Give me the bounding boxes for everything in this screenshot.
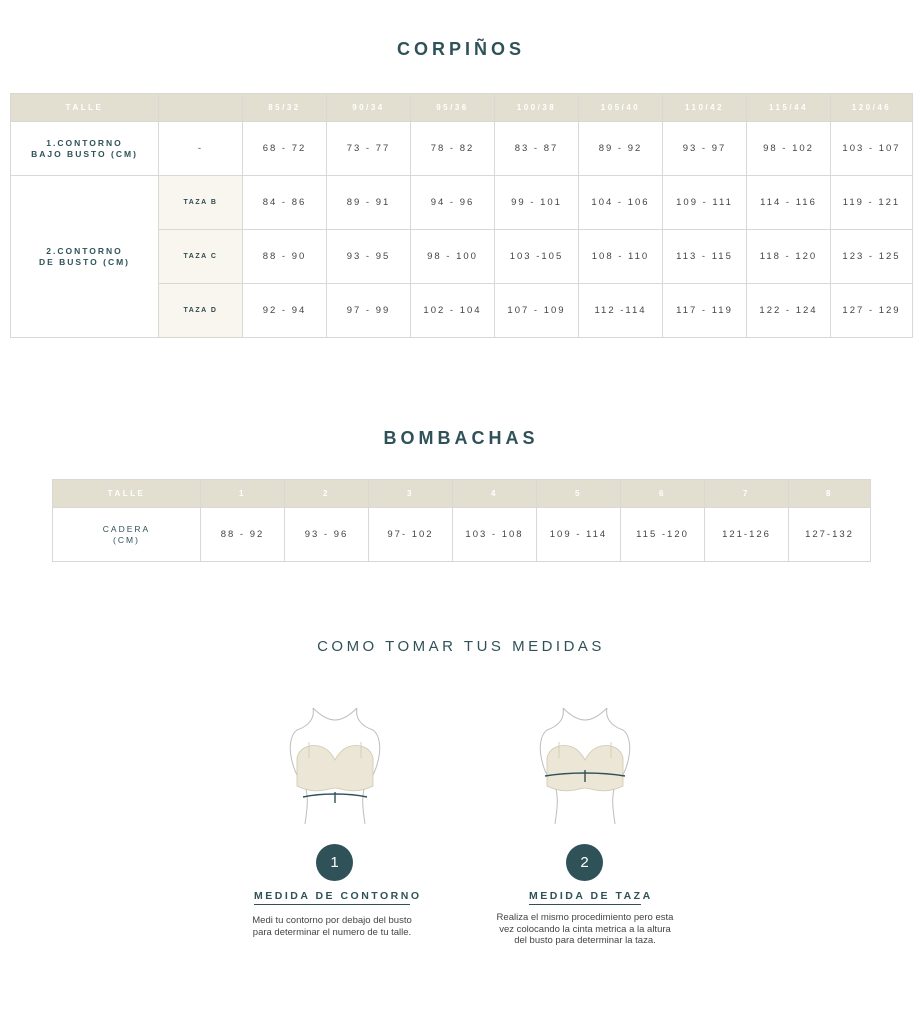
table-cell: 123 - 125 [831,230,913,284]
step-number-badge: 1 [316,844,353,881]
size-header: 2 [285,480,369,508]
table-cell: 127 - 129 [831,284,913,338]
torso-bust-measure-icon [535,706,635,826]
table-cell: 92 - 94 [243,284,327,338]
table-cell: 98 - 102 [747,122,831,176]
table-cell: 93 - 95 [327,230,411,284]
bombachas-title: BOMBACHAS [383,428,539,448]
step-title-contorno: MEDIDA DE CONTORNO [254,890,410,905]
talle-header: TALLE [11,94,159,122]
table-cell: 108 - 110 [579,230,663,284]
size-header: 4 [453,480,537,508]
table-row [11,176,913,230]
size-header: 3 [369,480,453,508]
table-cell: 93 - 96 [285,508,369,562]
table-cell: 127-132 [789,508,871,562]
step-title-taza: MEDIDA DE TAZA [529,890,641,905]
corpinos-header-row [11,94,913,122]
table-cell: 97 - 99 [327,284,411,338]
size-header: 115/44 [747,94,831,122]
row-label-line: (CM) [113,534,140,545]
table-row [11,122,913,176]
table-cell: 119 - 121 [831,176,913,230]
table-cell: 99 - 101 [495,176,579,230]
corpinos-title: CORPIÑOS [396,39,525,59]
table-cell: 107 - 109 [495,284,579,338]
table-cell: 109 - 114 [537,508,621,562]
table-cell: 98 - 100 [411,230,495,284]
sub-label: - [159,122,243,176]
bombachas-size-table [52,479,871,562]
size-header: 95/36 [411,94,495,122]
size-header: 85/32 [243,94,327,122]
table-cell: 97- 102 [369,508,453,562]
size-header: 120/46 [831,94,913,122]
size-header: 6 [621,480,705,508]
torso-underbust-measure-icon [285,706,385,826]
medidas-title: COMO TOMAR TUS MEDIDAS [317,638,605,655]
size-header: 8 [789,480,871,508]
table-cell: 83 - 87 [495,122,579,176]
row-label-line: 1.CONTORNO [46,137,123,148]
row-label-line: DE BUSTO (CM) [38,256,130,267]
step-number-badge: 2 [566,844,603,881]
table-cell: 103 - 108 [453,508,537,562]
bombachas-header-row [53,480,871,508]
table-cell: 122 - 124 [747,284,831,338]
size-header: 100/38 [495,94,579,122]
table-cell: 112 -114 [579,284,663,338]
talle-header: TALLE [53,480,201,508]
table-cell: 103 - 107 [831,122,913,176]
row-label-line: CADERA [102,523,151,534]
size-header: 105/40 [579,94,663,122]
step-description-taza: Realiza el mismo procedimiento pero esta vez colocando la cinta metrica a la altura del busto para determinar la taza. [496,912,674,946]
table-cell: 89 - 92 [579,122,663,176]
cup-label: TAZA C [159,230,243,284]
row-label-busto [11,176,159,338]
table-cell: 88 - 90 [243,230,327,284]
table-cell: 121-126 [705,508,789,562]
table-cell: 88 - 92 [201,508,285,562]
table-cell: 68 - 72 [243,122,327,176]
table-cell: 84 - 86 [243,176,327,230]
row-label-line: 2.CONTORNO [46,245,123,256]
empty-header [159,94,243,122]
table-cell: 104 - 106 [579,176,663,230]
table-cell: 114 - 116 [747,176,831,230]
table-cell: 73 - 77 [327,122,411,176]
table-cell: 117 - 119 [663,284,747,338]
table-row [53,508,871,562]
size-header: 5 [537,480,621,508]
table-cell: 113 - 115 [663,230,747,284]
table-cell: 109 - 111 [663,176,747,230]
table-cell: 94 - 96 [411,176,495,230]
table-cell: 89 - 91 [327,176,411,230]
table-cell: 93 - 97 [663,122,747,176]
cup-label: TAZA B [159,176,243,230]
table-cell: 78 - 82 [411,122,495,176]
table-cell: 102 - 104 [411,284,495,338]
size-header: 110/42 [663,94,747,122]
size-header: 1 [201,480,285,508]
row-label-bajo-busto [11,122,159,176]
row-label-line: BAJO BUSTO (CM) [31,148,138,159]
table-cell: 115 -120 [621,508,705,562]
size-header: 7 [705,480,789,508]
step-description-contorno: Medi tu contorno por debajo del busto para determinar el numero de tu talle. [252,915,412,938]
corpinos-size-table [10,93,913,338]
table-cell: 118 - 120 [747,230,831,284]
table-cell: 103 -105 [495,230,579,284]
size-header: 90/34 [327,94,411,122]
row-label-cadera [53,508,201,562]
cup-label: TAZA D [159,284,243,338]
